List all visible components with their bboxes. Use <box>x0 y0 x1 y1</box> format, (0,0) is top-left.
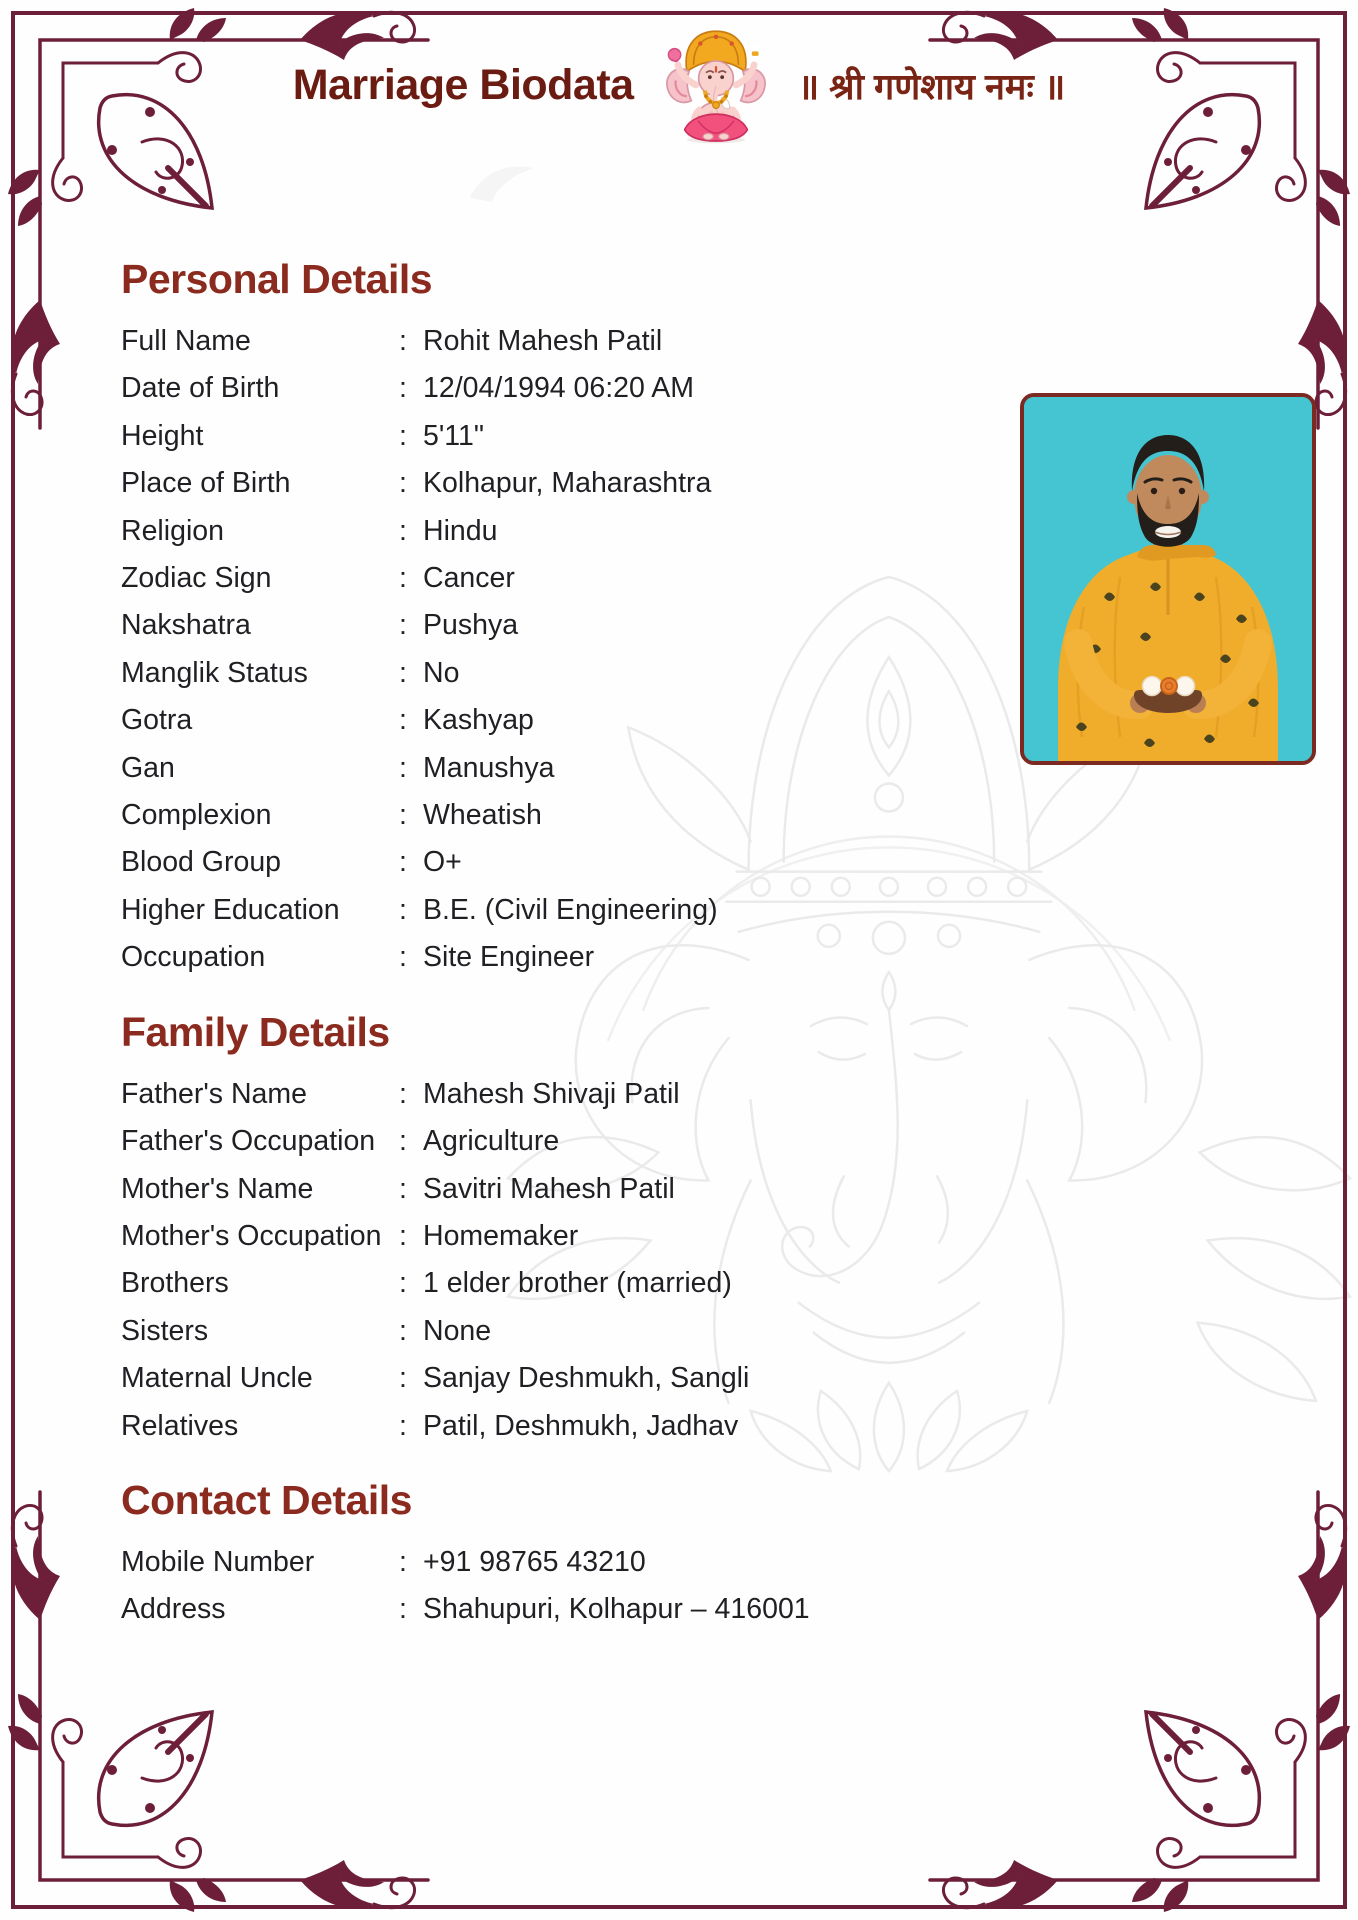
colon-separator: : <box>399 1593 407 1626</box>
detail-label: Date of Birth <box>121 372 280 405</box>
detail-label: Occupation <box>121 941 266 974</box>
detail-row <box>121 1355 981 1402</box>
colon-separator: : <box>399 514 407 547</box>
detail-label: Father's Occupation <box>121 1125 376 1158</box>
detail-value: O+ <box>423 846 462 879</box>
detail-value: Patil, Deshmukh, Jadhav <box>423 1409 739 1442</box>
detail-label: Father's Name <box>121 1077 308 1110</box>
detail-value: No <box>423 656 460 689</box>
detail-row <box>121 697 981 744</box>
detail-value: B.E. (Civil Engineering) <box>423 893 718 926</box>
detail-label: Higher Education <box>121 893 340 926</box>
detail-row <box>121 1586 981 1633</box>
detail-label: Mobile Number <box>121 1545 315 1578</box>
detail-row <box>121 1166 981 1213</box>
detail-label: Nakshatra <box>121 609 251 642</box>
detail-value: Manushya <box>423 751 555 784</box>
detail-row <box>121 1213 981 1260</box>
colon-separator: : <box>399 609 407 642</box>
detail-value: Wheatish <box>423 799 542 832</box>
detail-label: Address <box>121 1593 226 1626</box>
section-contact-details <box>121 1477 981 1634</box>
colon-separator: : <box>399 941 407 974</box>
detail-label: Relatives <box>121 1409 239 1442</box>
colon-separator: : <box>399 1077 407 1110</box>
page-title: Marriage Biodata <box>292 60 634 109</box>
colon-separator: : <box>399 751 407 784</box>
colon-separator: : <box>399 1267 407 1300</box>
detail-row <box>121 318 981 365</box>
section-heading: Contact Details <box>121 1476 412 1523</box>
detail-row <box>121 365 981 412</box>
colon-separator: : <box>399 1545 407 1578</box>
detail-label: Maternal Uncle <box>121 1362 313 1395</box>
detail-label: Gotra <box>121 704 193 737</box>
detail-row <box>121 650 981 697</box>
detail-value: Sanjay Deshmukh, Sangli <box>423 1362 750 1395</box>
detail-row <box>121 1308 981 1355</box>
colon-separator: : <box>399 1314 407 1347</box>
colon-separator: : <box>399 1409 407 1442</box>
detail-label: Full Name <box>121 325 251 357</box>
detail-row <box>121 1260 981 1307</box>
detail-label: Sisters <box>121 1314 209 1347</box>
detail-label: Brothers <box>121 1267 229 1300</box>
shri-ganeshaya-namah-text: ॥ श्री गणेशाय नमः ॥ <box>797 65 1066 107</box>
detail-row <box>121 413 981 460</box>
colon-separator: : <box>399 799 407 832</box>
detail-row <box>121 792 981 839</box>
detail-value: Savitri Mahesh Patil <box>423 1172 675 1205</box>
detail-label: Mother's Name <box>121 1172 314 1205</box>
colon-separator: : <box>399 1125 407 1158</box>
detail-value: Rohit Mahesh Patil <box>423 325 663 357</box>
colon-separator: : <box>399 1362 407 1395</box>
detail-row <box>121 745 981 792</box>
detail-value: Hindu <box>423 514 498 547</box>
detail-value: Agriculture <box>423 1125 560 1158</box>
detail-row <box>121 1403 981 1450</box>
detail-row <box>121 934 981 981</box>
colon-separator: : <box>399 372 407 405</box>
colon-separator: : <box>399 467 407 500</box>
groom-photo <box>1020 393 1316 765</box>
detail-row <box>121 839 981 886</box>
detail-label: Gan <box>121 751 175 784</box>
detail-value: +91 98765 43210 <box>423 1545 646 1578</box>
detail-value: 1 elder brother (married) <box>423 1267 732 1300</box>
colon-separator: : <box>399 656 407 689</box>
detail-row <box>121 887 981 934</box>
detail-label: Place of Birth <box>121 467 291 500</box>
detail-value: Pushya <box>423 609 519 642</box>
detail-value: Cancer <box>423 562 515 595</box>
detail-value: None <box>423 1314 492 1347</box>
detail-row <box>121 602 981 649</box>
corner-flourish-ornament <box>928 1490 1358 1920</box>
colon-separator: : <box>399 419 407 452</box>
colon-separator: : <box>399 1172 407 1205</box>
detail-value: Kolhapur, Maharashtra <box>423 467 712 500</box>
colon-separator: : <box>399 1219 407 1252</box>
detail-row <box>121 508 981 555</box>
header <box>0 26 1358 144</box>
detail-value: Shahupuri, Kolhapur – 416001 <box>423 1593 810 1626</box>
detail-label: Mother's Occupation <box>121 1219 382 1252</box>
detail-row <box>121 1118 981 1165</box>
colon-separator: : <box>399 325 407 357</box>
detail-row <box>121 1071 981 1118</box>
detail-row <box>121 1539 981 1586</box>
detail-row <box>121 555 981 602</box>
details-content <box>121 256 981 1634</box>
detail-value: Site Engineer <box>423 941 595 974</box>
detail-label: Religion <box>121 514 224 547</box>
colon-separator: : <box>399 893 407 926</box>
detail-value: Homemaker <box>423 1219 579 1252</box>
detail-label: Complexion <box>121 799 272 832</box>
ganesha-icon <box>660 26 772 144</box>
section-heading: Personal Details <box>121 256 433 302</box>
detail-label: Blood Group <box>121 846 282 879</box>
colon-separator: : <box>399 704 407 737</box>
detail-label: Height <box>121 419 204 452</box>
section-personal-details <box>121 256 981 982</box>
section-family-details <box>121 1009 981 1450</box>
detail-value: Kashyap <box>423 704 534 737</box>
section-heading: Family Details <box>121 1008 390 1055</box>
detail-label: Zodiac Sign <box>121 562 272 595</box>
colon-separator: : <box>399 562 407 595</box>
detail-value: Mahesh Shivaji Patil <box>423 1077 680 1110</box>
detail-row <box>121 460 981 507</box>
detail-value: 12/04/1994 06:20 AM <box>423 372 694 405</box>
colon-separator: : <box>399 846 407 879</box>
detail-value: 5'11" <box>423 419 484 452</box>
detail-label: Manglik Status <box>121 656 308 689</box>
